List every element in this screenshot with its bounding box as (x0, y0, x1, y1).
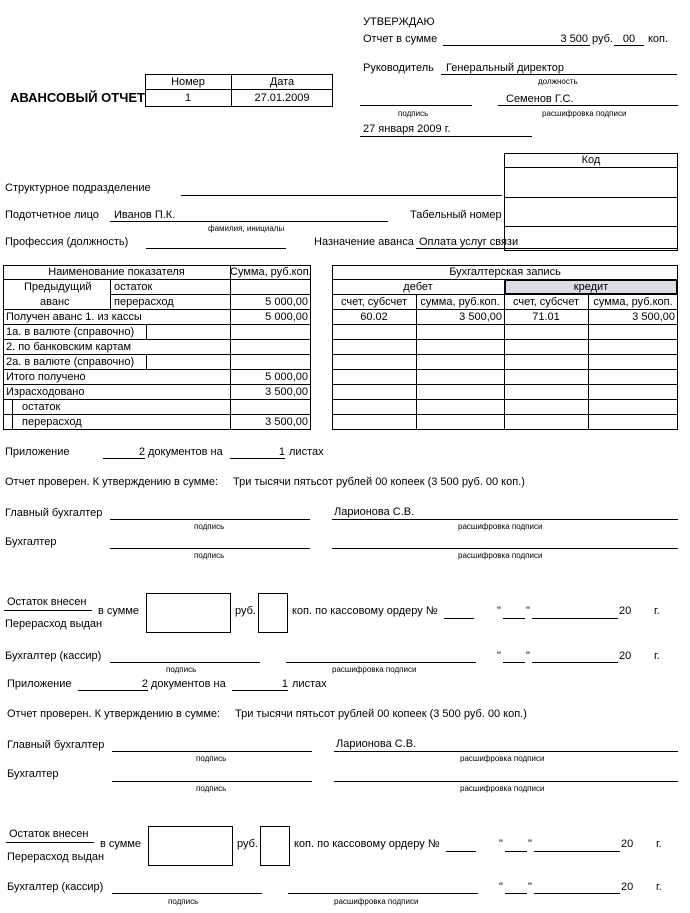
lt-row-label: Израсходовано (6, 386, 85, 398)
accountant-decode-caption: расшифровка подписи (458, 551, 543, 560)
advance-table-subcol (110, 280, 111, 310)
entry-credit-account: 71.01 (532, 311, 560, 323)
person-label: Подотчетное лицо (5, 209, 99, 221)
purpose-label: Назначение аванса (314, 236, 414, 248)
lt-col1: Наименование показателя (48, 266, 185, 278)
cash-year: 20 (621, 838, 634, 850)
cashier-quote-close: " (526, 650, 530, 662)
cash-pererashod-label: Перерасход выдан (5, 618, 103, 630)
attachment-sheets: листах (292, 678, 327, 690)
lt-h1 (3, 279, 311, 280)
profession-label: Профессия (должность) (5, 236, 129, 248)
lt-row-value: 5 000,00 (265, 371, 308, 383)
chief-name: Ларионова С.В. (336, 738, 417, 750)
cash-label-underline (4, 610, 92, 611)
rt-h9 (332, 399, 678, 400)
rt-credit-sum: сумма, руб.коп. (593, 296, 673, 308)
lt-h4 (3, 324, 311, 325)
approve-kop: коп. (648, 33, 669, 45)
lt-row-label: 2а. в валюте (справочно) (6, 356, 135, 368)
attachment-docs-count: 2 (138, 446, 145, 458)
doc-date[interactable]: 27.01.2009 (254, 92, 310, 104)
accountant-signature-caption: подпись (194, 551, 225, 560)
cashier-month-line[interactable] (534, 893, 620, 894)
lt-h9 (3, 399, 311, 400)
lt-prev-over-value: 5 000,00 (265, 296, 308, 308)
cashier-signature-caption: подпись (168, 897, 199, 906)
cash-year-suffix: г. (656, 838, 662, 850)
attachment-label: Приложение (7, 678, 72, 690)
lt-row-label: 2. по банковским картам (6, 341, 132, 353)
chief-decode-caption: расшифровка подписи (458, 522, 543, 531)
date-label: Дата (269, 76, 295, 88)
cashier-decode-caption: расшифровка подписи (332, 665, 417, 674)
lt-prev-line1: Предыдущий (24, 281, 92, 293)
approve-rub: руб. (592, 33, 613, 45)
person-input[interactable] (110, 221, 388, 222)
chief-decode-line[interactable] (334, 751, 678, 752)
cash-ostatok-label: Остаток внесен (9, 828, 89, 840)
cashier-year: 20 (621, 881, 634, 893)
approve-sum-kop: 00 (622, 33, 636, 45)
cashier-signature-line[interactable] (112, 893, 262, 894)
chief-decode-caption: расшифровка подписи (460, 754, 545, 763)
checked-text: Отчет проверен. К утверждению в сумме: (7, 708, 221, 720)
cash-year-suffix: г. (654, 605, 660, 617)
cash-rub: руб. (235, 605, 256, 617)
head-signature-caption: подпись (398, 109, 429, 118)
lt-row-value: 3 500,00 (265, 386, 308, 398)
cash-in-sum: в сумме (98, 605, 140, 617)
accountant-decode-line[interactable] (332, 548, 678, 549)
cash-day-line[interactable] (505, 851, 527, 852)
head-position: Генеральный директор (446, 62, 564, 74)
entry-debit-sum: 3 500,00 (459, 311, 502, 323)
approve-sum-label: Отчет в сумме (363, 33, 438, 45)
code-row-line-1 (504, 167, 678, 168)
rt-v3 (588, 294, 589, 430)
rt-credit-account: счет, субсчет (513, 296, 579, 308)
doc-number[interactable]: 1 (184, 92, 192, 104)
lt-prev-line2: аванс (40, 296, 70, 308)
person-caption: фамилия, инициалы (208, 224, 285, 233)
head-name: Семенов Г.С. (506, 93, 574, 105)
rt-h8 (332, 384, 678, 385)
lt-row-label: Получен аванс 1. из кассы (6, 311, 142, 323)
lt-col2: Сумма, руб.коп. (230, 266, 312, 278)
cashier-signature-caption: подпись (166, 665, 197, 674)
cash-label-underline (6, 842, 94, 843)
accountant-label: Бухгалтер (7, 768, 59, 780)
entry-debit-account: 60.02 (360, 311, 388, 323)
cashier-day-line[interactable] (503, 662, 525, 663)
cash-order-line[interactable] (446, 851, 476, 852)
accountant-decode-caption: расшифровка подписи (460, 784, 545, 793)
cashier-month-line[interactable] (532, 662, 618, 663)
chief-label: Главный бухгалтер (5, 507, 103, 519)
number-label: Номер (171, 76, 205, 88)
lt-row-label: Итого получено (6, 371, 86, 383)
attachment-docs-on: документов на (151, 678, 226, 690)
lt-h3 (3, 309, 311, 310)
chief-decode-line[interactable] (332, 519, 678, 520)
rt-h2 (332, 294, 678, 295)
cashier-decode-line[interactable] (286, 662, 476, 663)
lt-h5 (3, 339, 311, 340)
head-decode-caption: расшифровка подписи (542, 109, 627, 118)
attachment-sheets-count: 1 (278, 446, 285, 458)
rt-h5 (332, 339, 678, 340)
rt-title: Бухгалтерская запись (449, 266, 561, 278)
cash-quote-open: " (497, 605, 501, 617)
accountant-signature-caption: подпись (196, 784, 227, 793)
tab-label: Табельный номер (410, 209, 502, 221)
number-date-divider (145, 89, 333, 90)
checked-sum-words: Три тысячи пятьсот рублей 00 копеек (3 500 руб. 00 коп.) (233, 476, 525, 488)
cash-month-line[interactable] (534, 851, 620, 852)
cashier-quote-open: " (499, 881, 503, 893)
lt-pererashod: перерасход (114, 296, 174, 308)
accountant-signature-line[interactable] (110, 548, 310, 549)
lt-row-label: 1а. в валюте (справочно) (6, 326, 135, 338)
cash-kop-box[interactable] (258, 593, 288, 633)
person-value: Иванов П.К. (114, 209, 176, 221)
cash-year: 20 (619, 605, 632, 617)
rt-debit-account: счет, субсчет (341, 296, 407, 308)
lt-ostatok: остаток (114, 281, 153, 293)
attachment-sheets-count: 1 (281, 678, 288, 690)
cashier-signature-line[interactable] (110, 662, 260, 663)
chief-signature-line[interactable] (110, 519, 310, 520)
cashier-year: 20 (619, 650, 632, 662)
cash-quote-open: " (499, 838, 503, 850)
rt-h10 (332, 414, 678, 415)
chief-signature-caption: подпись (194, 522, 225, 531)
cashier-year-suffix: г. (656, 881, 662, 893)
division-label: Структурное подразделение (5, 182, 151, 194)
cashier-decode-caption: расшифровка подписи (334, 897, 419, 906)
cash-ostatok-label: Остаток внесен (7, 596, 87, 608)
cashier-decode-line[interactable] (288, 893, 478, 894)
cash-month-line[interactable] (532, 618, 618, 619)
chief-signature-caption: подпись (196, 754, 227, 763)
cash-quote-close: " (528, 838, 532, 850)
cash-kop-box[interactable] (260, 826, 290, 866)
code-row-line-3 (504, 226, 678, 227)
accountant-signature-line[interactable] (112, 781, 312, 782)
purpose-value: Оплата услуг связи (419, 236, 519, 248)
cashier-quote-close: " (528, 881, 532, 893)
lt-v-1a (146, 324, 147, 339)
lt-h6 (3, 354, 311, 355)
chief-name: Ларионова С.В. (334, 506, 415, 518)
lt-h8 (3, 384, 311, 385)
head-decode-line[interactable] (498, 105, 678, 106)
accountant-decode-line[interactable] (334, 781, 678, 782)
code-label: Код (581, 154, 601, 166)
attachment-docs-on: документов на (148, 446, 223, 458)
cash-rub-box[interactable] (146, 593, 231, 633)
cashier-quote-open: " (497, 650, 501, 662)
lt-v-indent (12, 399, 13, 430)
attachment-docs-count: 2 (141, 678, 148, 690)
cashier-day-line[interactable] (505, 893, 527, 894)
lt-row-label: остаток (22, 401, 61, 413)
advance-table-vline (230, 265, 231, 430)
rt-v1 (416, 294, 417, 430)
cashier-label: Бухгалтер (кассир) (5, 650, 102, 662)
cash-kop-order: коп. по кассовому ордеру № (292, 605, 438, 617)
position-caption: должность (538, 77, 578, 86)
rt-debit-sum: сумма, руб.коп. (420, 296, 500, 308)
cash-pererashod-label: Перерасход выдан (7, 851, 105, 863)
cash-order-line[interactable] (444, 618, 474, 619)
lt-h7 (3, 369, 311, 370)
cashier-label: Бухгалтер (кассир) (7, 881, 104, 893)
cash-rub-box[interactable] (148, 826, 233, 866)
checked-text: Отчет проверен. К утверждению в сумме: (5, 476, 219, 488)
head-signature-line[interactable] (360, 105, 472, 106)
attachment-sheets: листах (289, 446, 324, 458)
approve-date-line[interactable] (360, 136, 532, 137)
rt-h4 (332, 324, 678, 325)
rt-h7 (332, 369, 678, 370)
accountant-label: Бухгалтер (5, 536, 57, 548)
checked-sum-words: Три тысячи пятьсот рублей 00 копеек (3 500 руб. 00 коп.) (235, 708, 527, 720)
lt-h10 (3, 414, 311, 415)
cashier-year-suffix: г. (654, 650, 660, 662)
chief-label: Главный бухгалтер (7, 739, 105, 751)
lt-row-label: перерасход (22, 416, 82, 428)
approve-title: УТВЕРЖДАЮ (363, 16, 435, 28)
division-input[interactable] (181, 195, 502, 196)
rt-h6 (332, 354, 678, 355)
entry-credit-sum: 3 500,00 (632, 311, 675, 323)
cash-in-sum: в сумме (100, 838, 142, 850)
cash-day-line[interactable] (503, 618, 525, 619)
profession-input[interactable] (146, 248, 286, 249)
code-row-line-2 (504, 197, 678, 198)
cash-quote-close: " (526, 605, 530, 617)
cash-rub: руб. (237, 838, 258, 850)
lt-h2 (110, 294, 311, 295)
rt-h3 (332, 309, 678, 310)
approve-date: 27 января 2009 г. (363, 123, 451, 135)
rt-credit: кредит (573, 281, 609, 293)
attachment-label: Приложение (5, 446, 70, 458)
lt-row-value: 5 000,00 (265, 311, 308, 323)
lt-v-2a (146, 354, 147, 369)
purpose-input[interactable] (416, 248, 678, 249)
chief-signature-line[interactable] (112, 751, 312, 752)
report-title: АВАНСОВЫЙ ОТЧЕТ (10, 90, 145, 105)
rt-debit: дебет (403, 281, 433, 293)
cash-kop-order: коп. по кассовому ордеру № (294, 838, 440, 850)
approve-sum-rub: 3 500 (560, 33, 588, 45)
lt-row-value: 3 500,00 (265, 416, 308, 428)
head-label: Руководитель (363, 62, 434, 74)
